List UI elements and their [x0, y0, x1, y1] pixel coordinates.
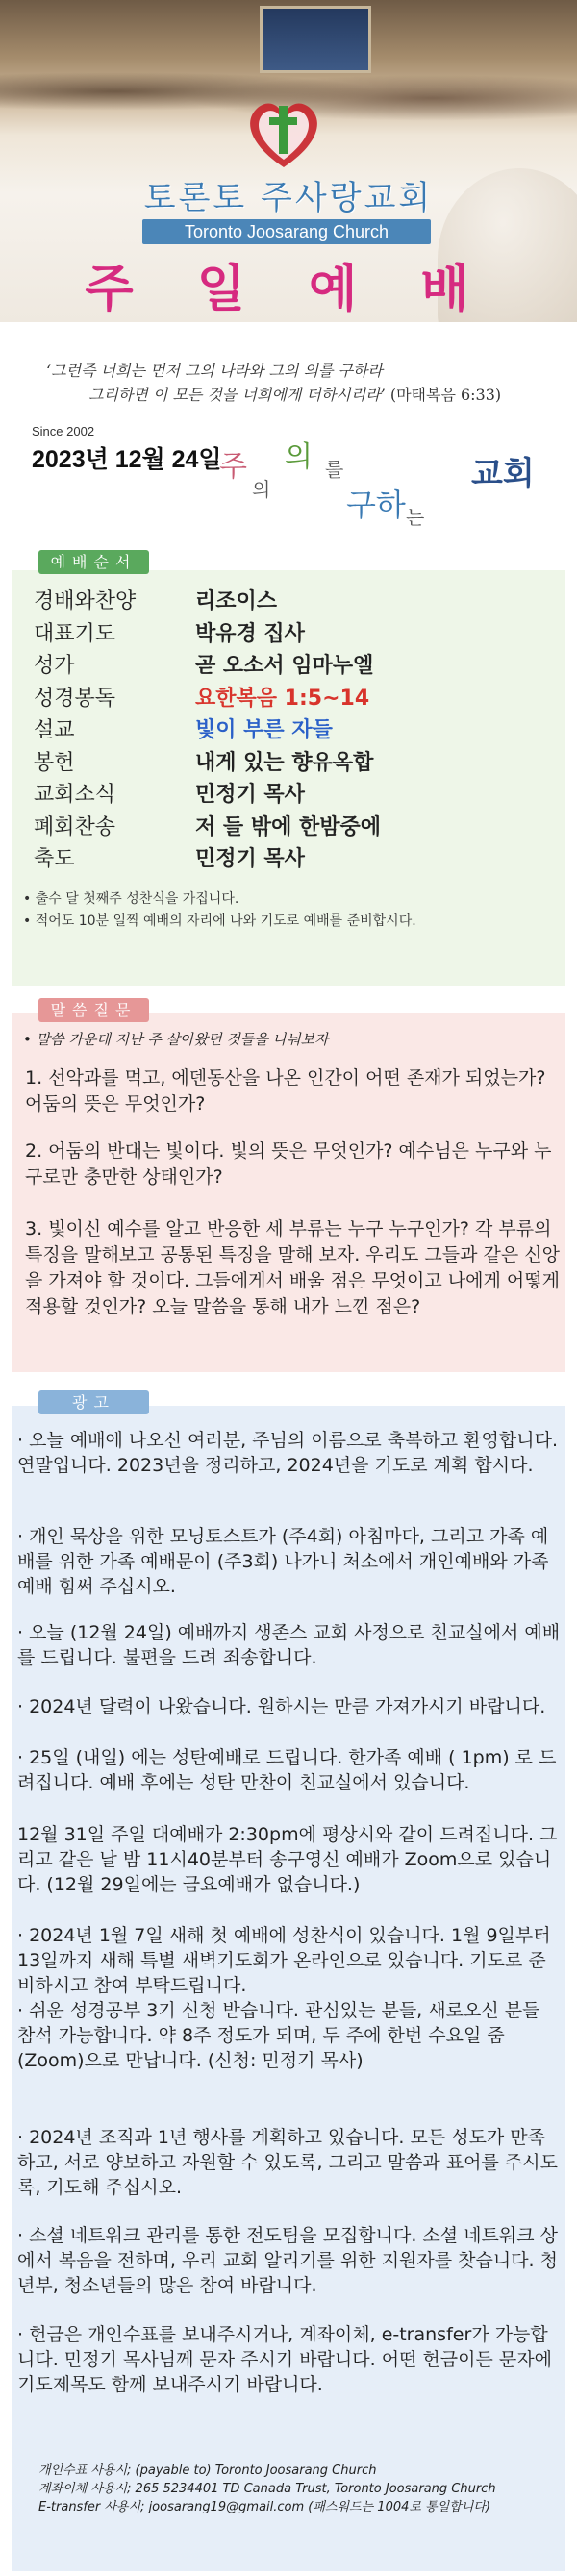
sermon-question: 1. 선악과를 먹고, 에덴동산을 나온 인간이 어떤 존재가 되었는가? 어둠의 뜻은 무엇인가?	[25, 1067, 546, 1114]
sermon-intro: • 말씀 가운데 지난 주 살아왔던 것들을 나눠보자	[23, 1029, 329, 1049]
announcement-item: · 헌금은 개인수표를 보내주시거나, 계좌이체, e-transfer가 가능합니다. 민정기 목사님께 문자 주시기 바랍니다. 어떤 헌금이든 문자에 기도제목도 함께 보내주시기 바랍니다.	[17, 2324, 552, 2395]
church-name-english: Toronto Joosarang Church	[142, 219, 431, 244]
announcement-item: · 쉬운 성경공부 3기 신청 받습니다. 관심있는 분들, 새로오신 분들 참석 가능합니다. 약 8주 정도가 되며, 두 주에 한번 수요일 줌(Zoom)으로 만납니다. (신청: 민정기 목사)	[17, 2000, 540, 2071]
verse-reference: (마태복음 6:33)	[389, 386, 502, 404]
service-title: 주 일 예 배	[85, 261, 492, 318]
service-order-row	[34, 842, 553, 871]
motto-char: 의	[252, 478, 271, 501]
offering-line: 계좌이체 사용시; 265 5234401 TD Canada Trust, Toronto Joosarang Church	[38, 2482, 496, 2496]
announcement-item: · 2024년 조직과 1년 행사를 계획하고 있습니다. 모든 성도가 만족하고, 서로 양보하고 자원할 수 있도록, 그리고 말씀과 표어를 주시도록, 기도해 주십시오.	[17, 2127, 558, 2198]
service-order-row	[34, 713, 553, 742]
service-date: 2023년 12월 24일	[32, 446, 222, 473]
service-order-item: 경배와찬양	[34, 589, 137, 613]
announcements-label: 광고	[38, 1390, 149, 1414]
service-order-item: 성가	[34, 654, 75, 678]
note-item: • 출수 달 첫째주 성찬식을 가집니다.	[23, 888, 562, 911]
announcement-item: · 오늘 예배에 나오신 여러분, 주님의 이름으로 축복하고 환영합니다. 연말입니다. 2023년을 정리하고, 2024년을 기도로 계획 합시다.	[17, 1430, 558, 1476]
sermon-question: 2. 어둠의 반대는 빛이다. 빛의 뜻은 무엇인가? 예수님은 누구와 누구로만 충만한 상태인가?	[25, 1140, 552, 1188]
announcement-item: · 2024년 1월 7일 새해 첫 예배에 성찬식이 있습니다. 1월 9일부터 13일까지 새해 특별 새벽기도회가 온라인으로 있습니다. 기도로 준비하시고 참여 부탁드립니다.	[17, 1925, 551, 1996]
offering-info	[38, 2462, 565, 2516]
service-order-value: 리조이스	[195, 589, 278, 613]
offering-line: 개인수표 사용시; (payable to) Toronto Joosarang Church	[38, 2463, 377, 2478]
service-order-label: 예배순서	[38, 550, 149, 574]
announcement-item: · 오늘 (12월 24일) 예배까지 생존스 교회 사정으로 친교실에서 예배를 드립니다. 불편을 드려 죄송합니다.	[17, 1622, 561, 1668]
verse-line-1: ‘그런즉 너희는 먼저 그의 나라와 그의 의를 구하라	[46, 362, 383, 380]
service-order-item: 설교	[34, 718, 75, 742]
service-order-item: 봉헌	[34, 750, 75, 775]
announcement-item: · 소셜 네트워크 관리를 통한 전도팀을 모집합니다. 소셜 네트워크 상에서 복음을 전하며, 우리 교회 알리기를 위한 지원자를 찾습니다. 청년부, 청소년들의 많은 참여 바랍니다.	[17, 2225, 558, 2296]
service-order-item: 축도	[34, 847, 75, 871]
motto-char: 주	[219, 450, 247, 484]
church-name-korean: 토론토 주사랑교회	[143, 179, 434, 217]
announcement-item: 12월 31일 주일 대예배가 2:30pm에 평상시와 같이 드려집니다. 그리고 같은 날 밤 11시40분부터 송구영신 예배가 Zoom으로 있습니다. (12월 29일에는 금요예배가 없습니다.)	[17, 1824, 558, 1895]
service-order-row	[34, 649, 553, 678]
sermon-questions-label: 말씀질문	[38, 998, 149, 1022]
since-year: Since 2002	[32, 424, 95, 438]
service-order-value: 곧 오소서 임마누엘	[195, 654, 374, 678]
service-order-value: 민정기 목사	[195, 847, 305, 871]
motto-church: 교회	[471, 455, 535, 493]
service-notes	[23, 888, 562, 933]
announcement-item: · 25일 (내일) 에는 성탄예배로 드립니다. 한가족 예배 ( 1pm) 로 드려집니다. 예배 후에는 성탄 만찬이 친교실에서 있습니다.	[17, 1747, 557, 1793]
hero-photo	[0, 0, 577, 322]
announcement-item: · 개인 묵상을 위한 모닝토스트가 (주4회) 아침마다, 그리고 가족 예배를 위한 가족 예배문이 (주3회) 나가니 처소에서 개인예배와 가족예배 힘써 주십시오.	[17, 1526, 549, 1597]
service-order-row	[34, 617, 553, 646]
service-order-item: 교회소식	[34, 783, 116, 807]
verse-line-2: 그리하면 이 모든 것을 너희에게 더하시리라’	[88, 386, 386, 404]
announcement-item: · 2024년 달력이 나왔습니다. 원하시는 만큼 가져가시기 바랍니다.	[17, 1696, 546, 1717]
service-order-item: 성경봉독	[34, 686, 116, 711]
service-order-value: 박유경 집사	[195, 621, 305, 646]
service-order-row	[34, 811, 553, 839]
service-order-value: 내게 있는 향유옥합	[195, 750, 374, 775]
church-logo	[240, 92, 327, 169]
service-order-value: 저 들 밖에 한밤중에	[195, 814, 381, 839]
service-order-value: 빛이 부른 자들	[195, 718, 333, 742]
motto-char: 의	[285, 440, 313, 474]
sermon-question: 3. 빛이신 예수를 알고 반응한 세 부류는 누구 누구인가? 각 부류의 특징을 말해보고 공통된 특징을 말해 보자. 우리도 그들과 같은 신앙을 가져야 할 것이다. 그들에게서 배울 점은 무엇이고 나에게 어떻게 적용할 것인가? 오늘 말씀을 통해 내가 느낀 점은?	[25, 1218, 560, 1317]
note-item: • 적어도 10분 일찍 예배의 자리에 나와 기도로 예배를 준비합시다.	[23, 911, 562, 933]
service-order-item: 폐회찬송	[34, 814, 116, 839]
service-order-row	[34, 746, 553, 775]
service-order-row	[34, 778, 553, 807]
service-order-row	[34, 682, 553, 711]
motto-char: 를	[325, 458, 344, 481]
service-order-value: 요한복음 1:5~14	[195, 686, 370, 711]
service-order-item: 대표기도	[34, 621, 116, 646]
motto-char: 구하	[346, 487, 406, 523]
service-order-value: 민정기 목사	[195, 783, 305, 807]
motto-char: 는	[406, 506, 425, 529]
service-order-row	[34, 585, 553, 613]
scripture-verse	[46, 359, 565, 407]
offering-line: E-transfer 사용시; joosarang19@gmail.com (패스워드는 1004로 통일합니다)	[38, 2500, 490, 2514]
